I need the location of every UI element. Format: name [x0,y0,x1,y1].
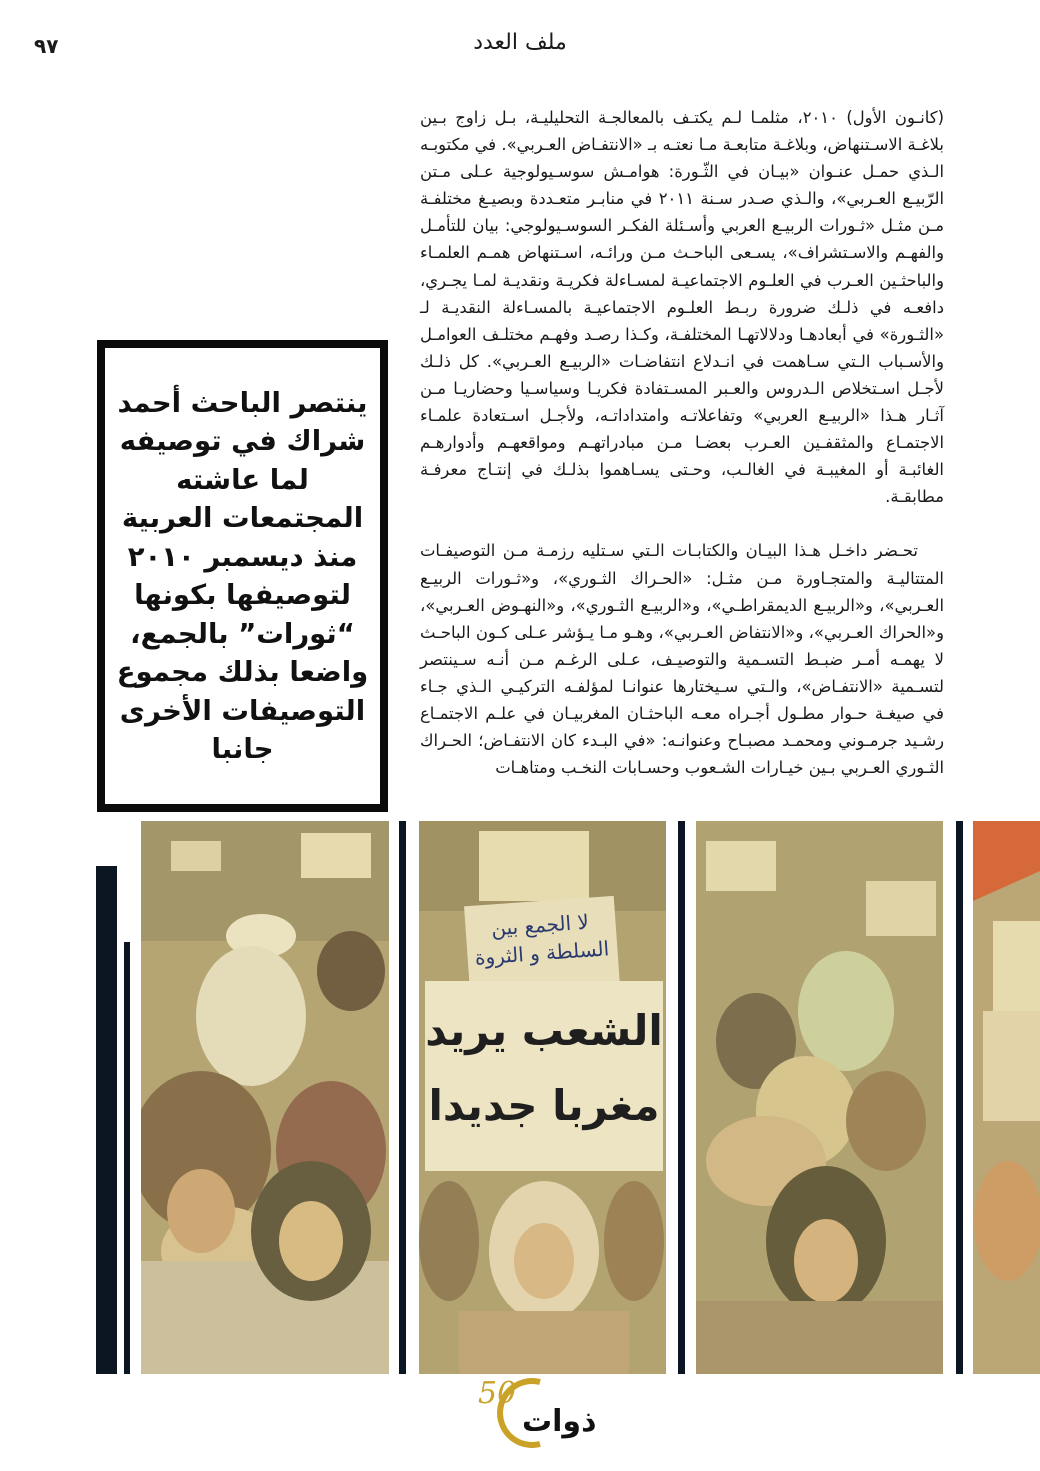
page-number: ٩٧ [34,34,59,58]
protest-photo-3 [696,821,943,1374]
section-title: ملف العدد [473,30,567,55]
protest-photo-4 [973,821,1040,1374]
article-paragraph-2: تحـضر داخـل هـذا البيـان والكتابـات الـتي سـتليه رزمـة مـن التوصيفـات المتتاليـة والمتجـاورة مـن مثـل: «الحـراك الثـوري»، و«ثـورات الربيـع العـربي»، و«الربيـع الديمقراطـي»، و«الربيـع الثـوري»، و«النهـوض العـربي»، و«الحراك العـربي»، و«الانتفاض العـربي»، وهـو مـا يـؤشر عـلى كـون الباحـث لا يهمـه أمـر ضبـط التسـمية والتوصيـف، عـلى الرغـم مـن أنـه سـينتصر لتسـمية «الانتفـاض»، والـتي سـيختارها عنوانـا لمؤلفـه التركيـي الـذي جـاء في صيغـة حـوار مطـول أجـراه معـه الباحثـان المغربيـان في علـم الاجتمـاع رشـيد جرمـوني ومحمـد مصبـاح وعنوانـه: «في البـدء كان الانتفـاض؛ الحـراك الثـوري العـربي بـين خيـارات الشـعوب وحسـابات النخـب ومتاهـات [420,541,944,778]
logo-number: 50 [478,1376,517,1411]
article-paragraph-1: (كانـون الأول) ٢٠١٠، مثلمـا لـم يكتـف بالمعالجـة التحليليـة، بـل زاوج بـين بلاغـة الاسـتنهاض، وبلاغـة متابعـة مـا نعتـه بـ «الانتفـاض العـربي». في مكتوبـه الـذي حمـل عنـوان «بيـان في الثّـورة: هوامـش سوسـيولوجية عـلى مـتن الرّبيـع العـربي»، والـذي صـدر سـنة ٢٠١١ في منابـر متعـددة وبصيـغ مختلفـة مـن مثـل «ثـورات الربيـع العربي وأسـئلة الفكـر السوسـيولوجي: بيان للتأمـل والفهـم والاسـتشراف»، يسـعى الباحـث مـن ورائـه، اسـتنهاض همـم العلمـاء والباحثـين العـرب في العلـوم الاجتماعيـة لمسـاءلة فكريـة ونقديـة لمـا يجـري، دافعـه في ذلـك ضرورة ربـط العلـوم الاجتماعيـة بالمسـاءلة النقديـة لـ «الثـورة» في أبعادهـا ودلالاتهـا المختلفـة، وكـذا رصـد وفهـم مختلـف العوامـل والأسـباب الـتي سـاهمت في انـدلاع انتفاضـات «الربيـع العـربي». كل ذلـك لأجـل اسـتخلاص الـدروس والعـبر المسـتفادة فكريـا وسياسـيا وحضاريـا مـن آثـار هـذا «الربيـع العربي» وتفاعلاتـه وامتداداتـه، ولأجـل اسـتعادة علمـاء الاجتمـاع والمثقفـين العـرب بعضـا مـن مبادراتهـم ومواقعهـم وأدوارهـم الغائبـة أو المغيبـة في الغالـب، وحـتى يسـاهموا بذلـك في إنتـاج معرفـة مطابقـة. [420,108,944,507]
logo-wordmark: ذوات [522,1404,597,1439]
pull-quote-box [97,340,388,812]
protest-photo-2 [419,821,666,1374]
divider-bar-2 [678,821,685,1374]
decorative-bar-thick [96,866,117,1374]
protest-sign-text-3: لا الجمع بين السلطة و الثروة [474,909,610,970]
article-body [420,104,944,781]
protest-sign-text-2: مغربا جديدا [428,1081,660,1130]
divider-bar-3 [956,821,963,1374]
divider-bar-1 [399,821,406,1374]
pull-quote-text: ينتصر الباحث أحمد شراك في توصيفه لما عاشته المجتمعات العربية منذ ديسمبر ٢٠١٠ لتوصيفها بكونها “ثورات” بالجمع، واضعا بذلك مجموع التوصيفات الأخرى جانبا [116,386,369,765]
protest-photo-1 [141,821,389,1374]
protest-sign-text-1: الشعب يريد [425,1006,663,1055]
magazine-logo [470,1378,610,1448]
decorative-bar-thin [124,942,130,1374]
